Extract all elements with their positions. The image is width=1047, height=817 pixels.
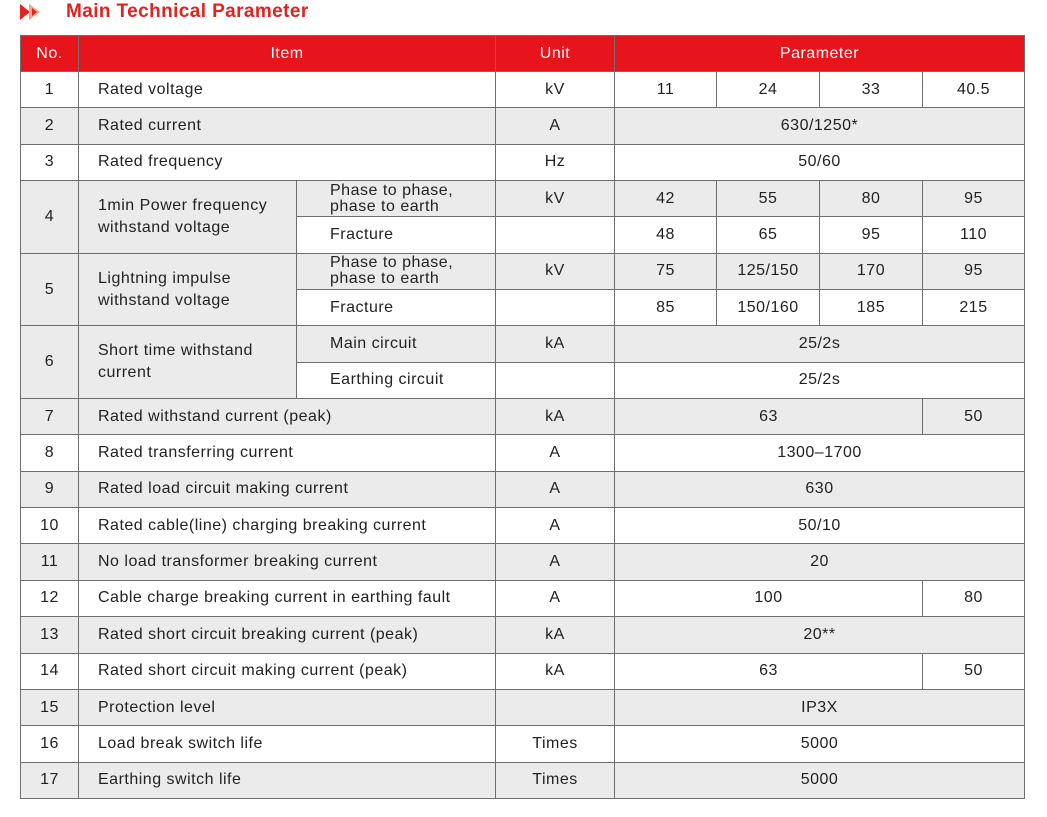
parameter-value: 20 [615, 544, 1025, 580]
table-row [21, 435, 1025, 471]
table-row [21, 762, 1025, 798]
unit-cell [496, 689, 615, 725]
table-row [21, 653, 1025, 689]
sub-item-label: Fracture [297, 290, 496, 326]
row-number: 3 [21, 144, 79, 180]
sub-item-label: Fracture [297, 217, 496, 253]
row-number: 13 [21, 617, 79, 653]
row-number: 2 [21, 108, 79, 144]
item-label-line: current [98, 364, 152, 382]
unit-cell: A [496, 580, 615, 616]
table-row [21, 580, 1025, 616]
parameter-value: 95 [923, 181, 1025, 217]
section-heading [20, 0, 309, 24]
parameter-value: 63 [615, 399, 923, 435]
item-label [79, 326, 297, 399]
table-row [21, 108, 1025, 144]
parameter-value: 110 [923, 217, 1025, 253]
row-number: 17 [21, 762, 79, 798]
parameter-value: 170 [820, 253, 923, 289]
parameter-value: 5000 [615, 762, 1025, 798]
unit-cell: kA [496, 326, 615, 362]
parameter-value: 63 [615, 653, 923, 689]
item-label: Rated current [79, 108, 496, 144]
parameter-value: 125/150 [717, 253, 820, 289]
parameter-value: 100 [615, 580, 923, 616]
table-row [21, 181, 1025, 217]
unit-cell: Times [496, 726, 615, 762]
table-row [21, 326, 1025, 362]
row-number: 16 [21, 726, 79, 762]
row-number: 8 [21, 435, 79, 471]
parameter-value: 20** [615, 617, 1025, 653]
table-row [21, 689, 1025, 725]
row-number: 7 [21, 399, 79, 435]
parameter-value: 40.5 [923, 72, 1025, 108]
parameter-value: 85 [615, 290, 717, 326]
item-label: Rated short circuit making current (peak) [79, 653, 496, 689]
parameter-value: 11 [615, 72, 717, 108]
parameter-value: 185 [820, 290, 923, 326]
column-header-parameter: Parameter [615, 36, 1025, 72]
row-number: 4 [21, 181, 79, 254]
row-number: 1 [21, 72, 79, 108]
unit-cell: A [496, 544, 615, 580]
item-label: Rated short circuit breaking current (peak) [79, 617, 496, 653]
sub-item-line: phase to earth [330, 197, 440, 215]
sub-item-label: Main circuit [297, 326, 496, 362]
row-number: 6 [21, 326, 79, 399]
unit-cell: kA [496, 617, 615, 653]
sub-item-line: phase to earth [330, 270, 440, 288]
table-row [21, 726, 1025, 762]
unit-cell: A [496, 108, 615, 144]
table-row [21, 399, 1025, 435]
unit-cell: A [496, 471, 615, 507]
sub-item-line: Phase to phase, [330, 181, 454, 199]
item-label [79, 181, 297, 254]
page-title: Main Technical Parameter [66, 1, 309, 22]
unit-cell: Hz [496, 144, 615, 180]
item-label-line: Lightning impulse [98, 269, 232, 287]
item-label: No load transformer breaking current [79, 544, 496, 580]
double-arrow-icon [20, 3, 46, 21]
unit-cell: kV [496, 181, 615, 217]
item-label: Load break switch life [79, 726, 496, 762]
unit-cell: A [496, 508, 615, 544]
item-label: Rated voltage [79, 72, 496, 108]
parameter-value: 5000 [615, 726, 1025, 762]
column-header-unit: Unit [496, 36, 615, 72]
parameter-value: 75 [615, 253, 717, 289]
parameter-value: 25/2s [615, 362, 1025, 398]
item-label: Rated load circuit making current [79, 471, 496, 507]
item-label-line: withstand voltage [98, 218, 231, 236]
parameter-value: 33 [820, 72, 923, 108]
item-label: Rated cable(line) charging breaking current [79, 508, 496, 544]
parameter-value: 50 [923, 399, 1025, 435]
row-number: 14 [21, 653, 79, 689]
unit-cell: kV [496, 72, 615, 108]
parameter-value: 80 [923, 580, 1025, 616]
item-label-line: Short time withstand [98, 342, 253, 360]
parameter-value: IP3X [615, 689, 1025, 725]
sub-item-label [297, 181, 496, 217]
item-label-line: withstand voltage [98, 291, 231, 309]
parameter-value: 215 [923, 290, 1025, 326]
unit-cell: kV [496, 253, 615, 289]
row-number: 10 [21, 508, 79, 544]
unit-cell: kA [496, 399, 615, 435]
row-number: 5 [21, 253, 79, 326]
table-row [21, 617, 1025, 653]
parameter-value: 80 [820, 181, 923, 217]
parameter-value: 95 [820, 217, 923, 253]
row-number: 15 [21, 689, 79, 725]
parameter-value: 55 [717, 181, 820, 217]
row-number: 11 [21, 544, 79, 580]
parameter-value: 42 [615, 181, 717, 217]
unit-cell [496, 362, 615, 398]
column-header-item: Item [79, 36, 496, 72]
item-label: Cable charge breaking current in earthing fault [79, 580, 496, 616]
parameter-value: 48 [615, 217, 717, 253]
sub-item-label: Earthing circuit [297, 362, 496, 398]
parameter-value: 50/60 [615, 144, 1025, 180]
sub-item-line: Phase to phase, [330, 254, 454, 272]
unit-cell: A [496, 435, 615, 471]
table-row [21, 508, 1025, 544]
parameter-value: 25/2s [615, 326, 1025, 362]
table-row [21, 544, 1025, 580]
parameter-table [20, 35, 1025, 799]
table-header-row [21, 36, 1025, 72]
sub-item-label [297, 253, 496, 289]
parameter-value: 50/10 [615, 508, 1025, 544]
unit-cell [496, 217, 615, 253]
parameter-value: 150/160 [717, 290, 820, 326]
table-row [21, 253, 1025, 289]
unit-cell: kA [496, 653, 615, 689]
parameter-value: 95 [923, 253, 1025, 289]
item-label: Rated transferring current [79, 435, 496, 471]
unit-cell [496, 290, 615, 326]
parameter-value: 1300–1700 [615, 435, 1025, 471]
row-number: 12 [21, 580, 79, 616]
item-label: Rated withstand current (peak) [79, 399, 496, 435]
row-number: 9 [21, 471, 79, 507]
item-label [79, 253, 297, 326]
parameter-value: 24 [717, 72, 820, 108]
table-row [21, 471, 1025, 507]
parameter-value: 50 [923, 653, 1025, 689]
unit-cell: Times [496, 762, 615, 798]
parameter-value: 65 [717, 217, 820, 253]
table-row [21, 72, 1025, 108]
item-label: Earthing switch life [79, 762, 496, 798]
item-label: Protection level [79, 689, 496, 725]
item-label: Rated frequency [79, 144, 496, 180]
table-row [21, 144, 1025, 180]
parameter-value: 630 [615, 471, 1025, 507]
column-header-no: No. [21, 36, 79, 72]
item-label-line: 1min Power frequency [98, 196, 268, 214]
parameter-value: 630/1250* [615, 108, 1025, 144]
